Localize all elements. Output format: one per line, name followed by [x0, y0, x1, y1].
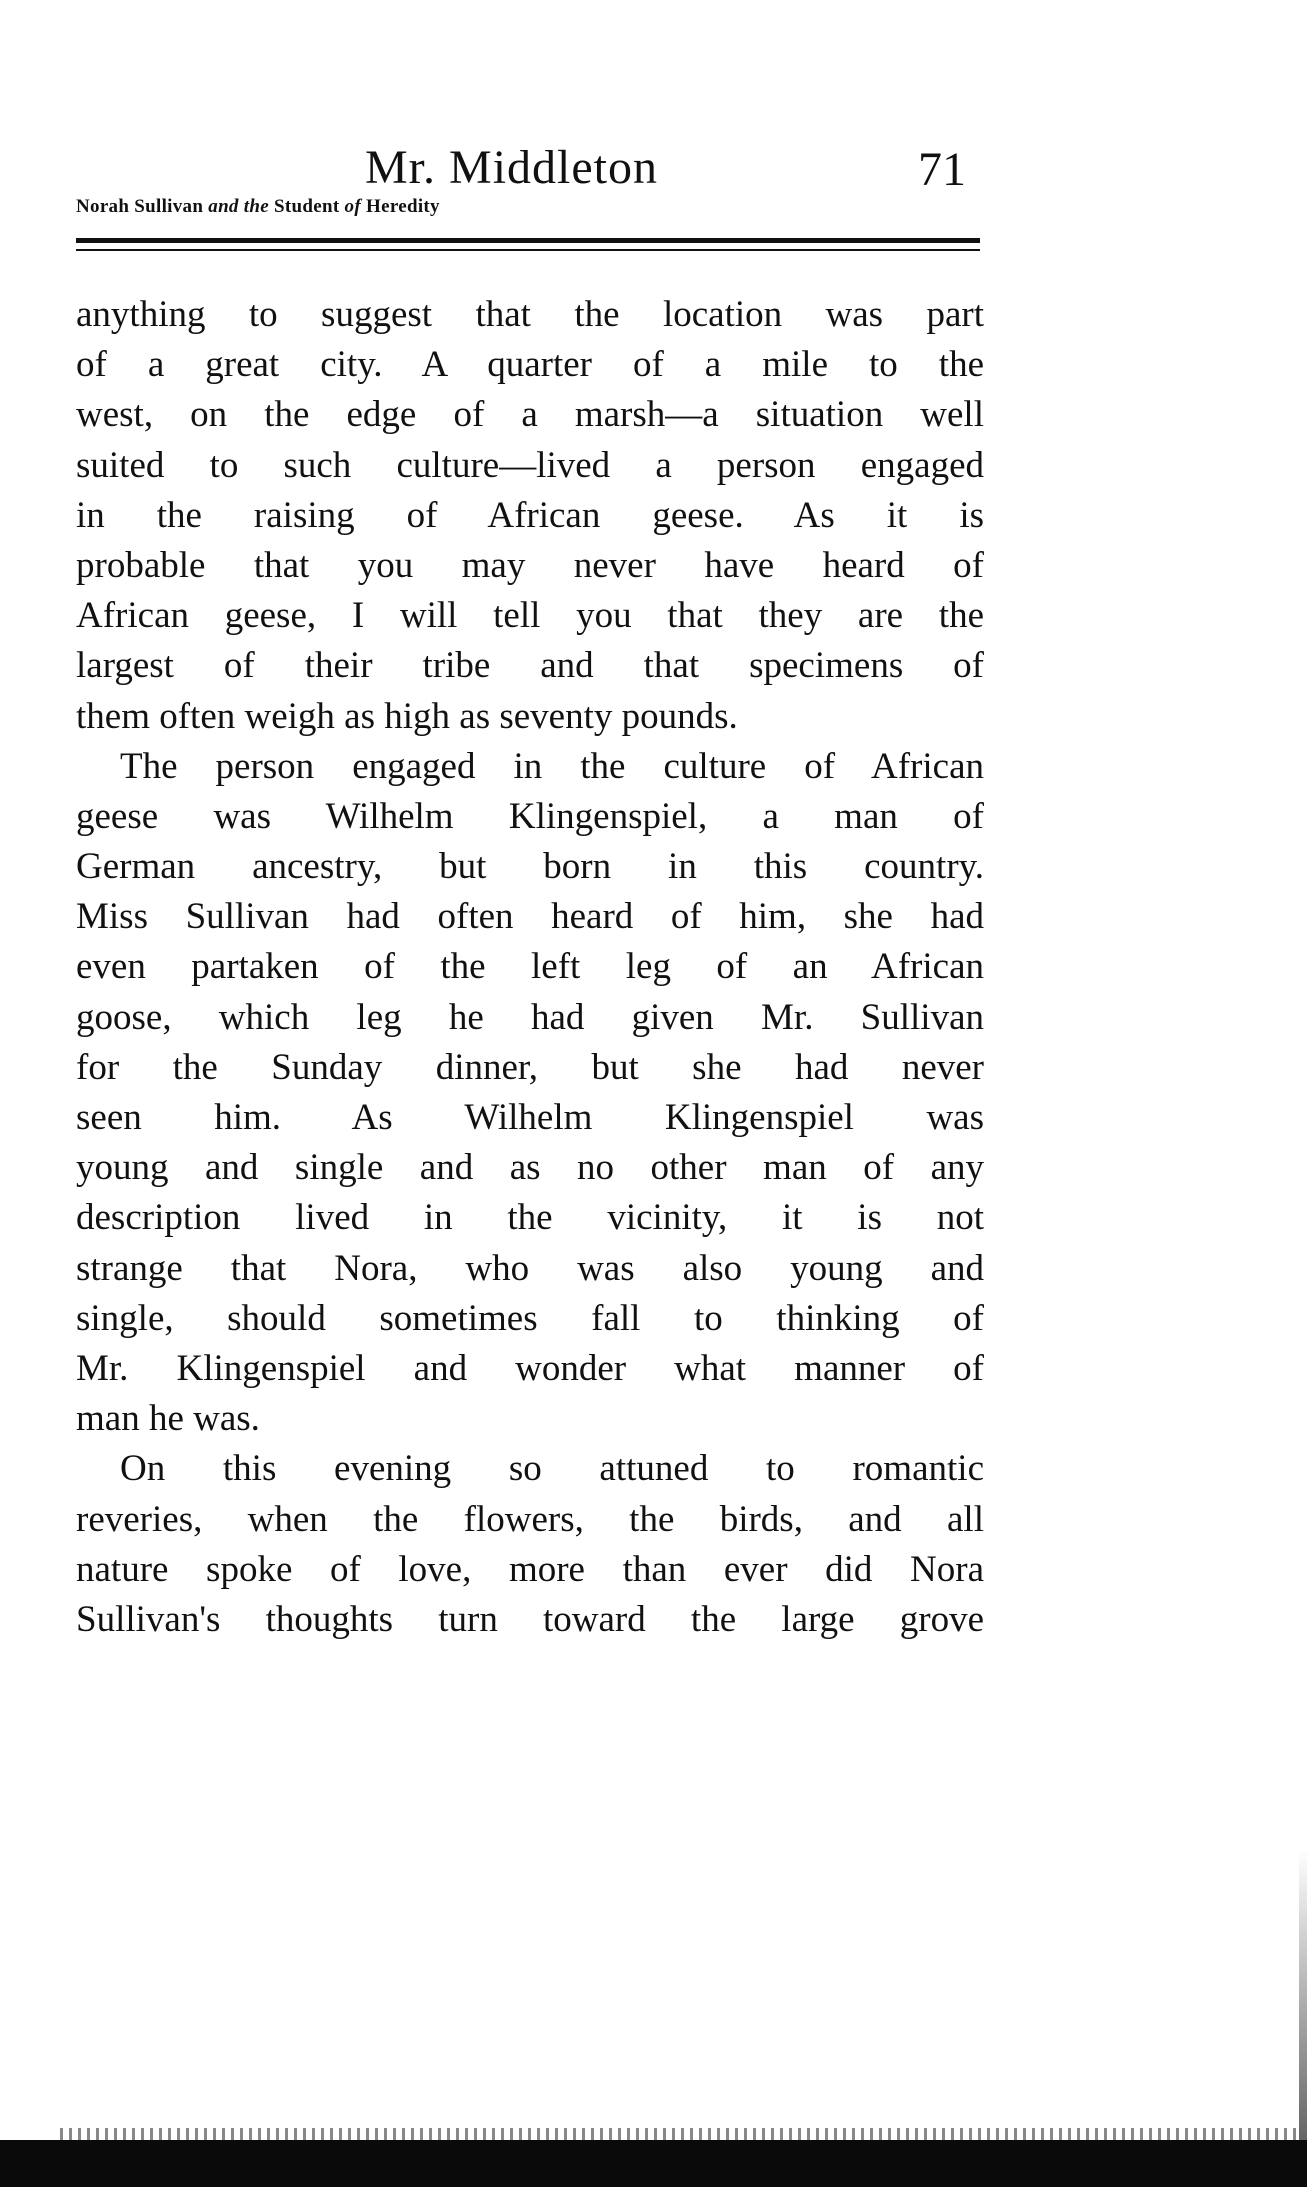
page-header-title: Mr. Middleton: [365, 141, 659, 194]
body-text: [76, 290, 984, 1645]
running-head-part: Norah Sullivan: [76, 196, 209, 217]
header-rule-thick: [76, 238, 980, 243]
text-line: suited to such culture—lived a person engaged: [76, 444, 984, 486]
text-line: On this evening so attuned to romantic: [120, 1448, 984, 1490]
text-line: strange that Nora, who was also young and: [76, 1247, 984, 1289]
running-head-part: of: [344, 196, 361, 217]
text-line: geese was Wilhelm Klingenspiel, a man of: [76, 795, 984, 837]
text-line: African geese, I will tell you that they are the: [76, 595, 984, 637]
text-line: them often weigh as high as seventy pounds.: [76, 695, 738, 737]
text-line: young and single and as no other man of any: [76, 1147, 984, 1189]
text-line: probable that you may never have heard of: [76, 544, 984, 586]
text-line: Miss Sullivan had often heard of him, she had: [76, 896, 984, 938]
page-number: 71: [918, 143, 966, 196]
text-line: single, should sometimes fall to thinking of: [76, 1297, 984, 1339]
text-line: seen him. As Wilhelm Klingenspiel was: [76, 1097, 984, 1138]
scan-edge-shadow: [1299, 1850, 1307, 2140]
text-line: The person engaged in the culture of African: [120, 745, 984, 787]
scan-bottom-band: [0, 2140, 1307, 2187]
text-line: man he was.: [76, 1398, 260, 1440]
text-line: nature spoke of love, more than ever did Nora: [76, 1548, 984, 1590]
text-line: largest of their tribe and that specimens of: [76, 645, 984, 687]
header-rule-thin: [76, 249, 980, 251]
text-line: goose, which leg he had given Mr. Sullivan: [76, 996, 984, 1038]
running-head-part: Heredity: [360, 196, 440, 217]
text-line: of a great city. A quarter of a mile to the: [76, 344, 984, 386]
text-line: German ancestry, but born in this country.: [76, 846, 984, 888]
text-line: for the Sunday dinner, but she had never: [76, 1046, 984, 1088]
text-line: even partaken of the left leg of an African: [76, 946, 984, 988]
text-line: reveries, when the flowers, the birds, and all: [76, 1498, 984, 1540]
text-line: anything to suggest that the location was part: [76, 294, 984, 335]
text-line: Mr. Klingenspiel and wonder what manner of: [76, 1347, 984, 1389]
running-head-part: Student: [268, 196, 345, 217]
text-line: in the raising of African geese. As it is: [76, 494, 984, 536]
text-line: description lived in the vicinity, it is not: [76, 1197, 984, 1239]
text-line: west, on the edge of a marsh—a situation well: [76, 394, 984, 436]
running-head: [76, 196, 440, 218]
text-line: Sullivan's thoughts turn toward the large grove: [76, 1598, 984, 1640]
running-head-part: and the: [208, 196, 269, 217]
